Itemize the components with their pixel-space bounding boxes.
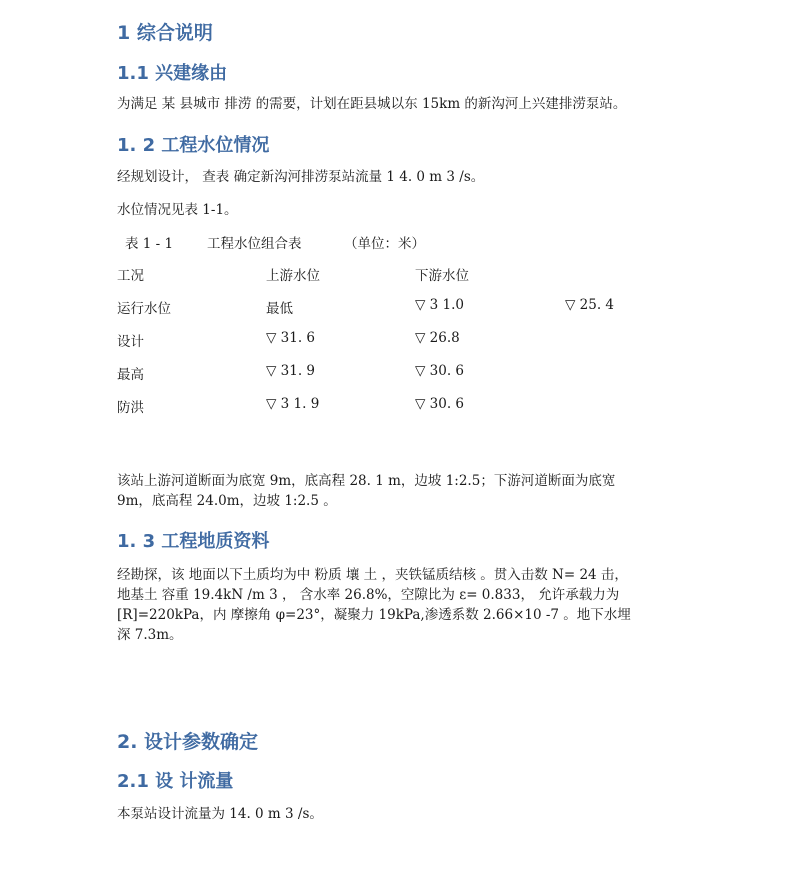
section-1-3-heading: 1. 3 工程地质资料 xyxy=(117,531,270,552)
section-2-1-heading: 2.1 设 计流量 xyxy=(117,771,234,792)
section-1-3-paragraph-line2: 地基土 容重 19.4kN /m 3 ， 含水率 26.8%，空隙比为 ε= 0.833， 允许承载力为 xyxy=(117,587,620,603)
section-1-3-paragraph-line1: 经勘探，该 地面以下土质均为中 粉质 壤 土 ，夹铁锰质结核 。贯入击数 N= 24 击， xyxy=(117,567,628,583)
table-cell: ▽ 3 1.0 xyxy=(415,297,465,313)
section-1-3-paragraph-line4: 深 7.3m。 xyxy=(117,627,183,643)
section-1-1-heading: 1.1 兴建缘由 xyxy=(117,63,228,84)
section-1-2-paragraph-river-line2: 9m，底高程 24.0m，边坡 1:2.5 。 xyxy=(117,493,337,509)
table-caption-title: 工程水位组合表 xyxy=(207,236,302,252)
section-1-1-paragraph: 为满足 某 县城市 排涝 的需要，计划在距县城以东 15km 的新沟河上兴建排涝泵站。 xyxy=(117,96,627,112)
table-cell: 设计 xyxy=(117,334,144,350)
table-cell: ▽ 26.8 xyxy=(415,330,460,346)
section-2-1-paragraph: 本泵站设计流量为 14. 0 m 3 /s。 xyxy=(117,806,323,822)
table-caption-number: 表 1 - 1 xyxy=(125,236,174,252)
section-1-2-paragraph-flow: 经规划设计， 查表 确定新沟河排涝泵站流量 1 4. 0 m 3 /s。 xyxy=(117,169,485,185)
section-2-heading: 2. 设计参数确定 xyxy=(117,731,259,753)
section-1-3-paragraph-line3: [R]=220kPa，内 摩擦角 φ=23°，凝聚力 19kPa,渗透系数 2.66×10 -7 。地下水埋 xyxy=(117,607,631,623)
table-cell: 最高 xyxy=(117,367,144,383)
table-cell: 最低 xyxy=(266,301,293,317)
section-1-heading: 1 综合说明 xyxy=(117,22,213,44)
table-cell: 防洪 xyxy=(117,400,144,416)
section-1-2-paragraph-river-line1: 该站上游河道断面为底宽 9m，底高程 28. 1 m，边坡 1:2.5；下游河道断面为底宽 xyxy=(117,473,616,489)
table-cell: ▽ 30. 6 xyxy=(415,363,465,379)
section-1-2-heading: 1. 2 工程水位情况 xyxy=(117,135,270,156)
table-cell: ▽ 3 1. 9 xyxy=(266,396,320,412)
section-1-2-paragraph-table-ref: 水位情况见表 1-1。 xyxy=(117,202,238,218)
table-cell: 运行水位 xyxy=(117,301,171,317)
table-header-condition: 工况 xyxy=(117,268,144,284)
table-header-upstream: 上游水位 xyxy=(266,268,320,284)
table-cell: ▽ 31. 9 xyxy=(266,363,316,379)
table-cell: ▽ 31. 6 xyxy=(266,330,316,346)
table-header-downstream: 下游水位 xyxy=(415,268,469,284)
table-cell: ▽ 30. 6 xyxy=(415,396,465,412)
table-cell: ▽ 25. 4 xyxy=(565,297,615,313)
table-caption-unit: （单位：米） xyxy=(344,236,425,252)
